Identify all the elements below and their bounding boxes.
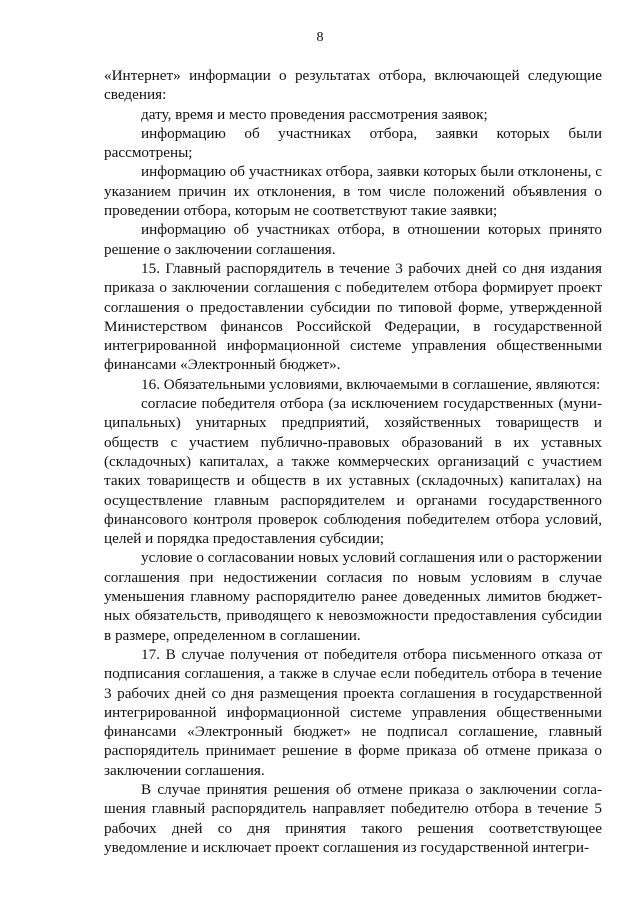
paragraph-clause-15: 15. Главный распорядитель в течение 3 рабочих дней со дня издания приказа о заключении соглашения с победителем отбора формирует проект соглашения о предоставлении субсидии по типовой форме, утвержденной Министерством финансов Российской Федерации, в государственной интегрированной информационной системе управления общественными финансами «Электронный бюджет». (104, 259, 602, 374)
paragraph-clause-16-consent: согласие победителя отбора (за исключением государственных (муниципальных) унитарных предприятий, хозяйственных товариществ и обществ с участием публично-правовых образований в их уставных (складочных) капиталах, а также коммерческих организаций с участием таких товариществ и обществ в их уставных (складочных) капиталах) на осуществление главным распорядителем и органами государственного финансового контроля проверок соблюдения победителем отбора условий, целей и порядка предоставления субсидии; (104, 395, 602, 548)
paragraph-clause-17: 17. В случае получения от победителя отбора письменного отказа от подписания соглашения, а также в случае если победитель отбора в течение 3 рабочих дней со дня размещения проекта соглашения в государственной интегрированной информационной системе управления общественными финансами «Электронный бюджет» не подписал соглашение, главный распорядитель принимает решение в форме приказа об отмене приказа о заключении соглашения. (104, 645, 602, 779)
paragraph-list-agreement-participants: информацию об участниках отбора, в отношении которых принято решение о заключении соглашения. (104, 221, 602, 258)
paragraph-clause-17-cancellation: В случае принятия решения об отмене приказа о заключении соглашения главный распорядитель направляет победителю отбора в течение 5 рабочих дней со дня принятия такого решения соответствующее уведомление и исключает проект соглашения из государственной интегри- (104, 780, 602, 856)
paragraph-clause-16-condition: условие о согласовании новых условий соглашения или о расторжении соглашения при недостижении согласия по новым условиям в случае уменьшения главному распорядителю ранее доведенных лимитов бюджетных обязательств, приводящего к невозможности предоставления субсидии в размере, определенном в соглашении. (104, 549, 603, 644)
paragraph-list-rejected-participants: информацию об участниках отбора, заявки которых были отклонены, с указанием причин их отклонения, в том числе положений объявления о проведении отбора, которым не соответствуют такие заявки; (104, 163, 602, 220)
paragraph-list-date-time: дату, время и место проведения рассмотрения заявок; (141, 105, 488, 123)
page-number: 8 (316, 30, 324, 45)
paragraph-list-reviewed-participants: информацию об участниках отбора, заявки которых были рассмотрены; (104, 124, 602, 162)
paragraph-publication-info: «Интернет» информации о результатах отбора, включающей следующие сведения: (104, 67, 602, 104)
paragraph-clause-16: 16. Обязательными условиями, включаемыми в соглашение, являются: (141, 375, 601, 393)
